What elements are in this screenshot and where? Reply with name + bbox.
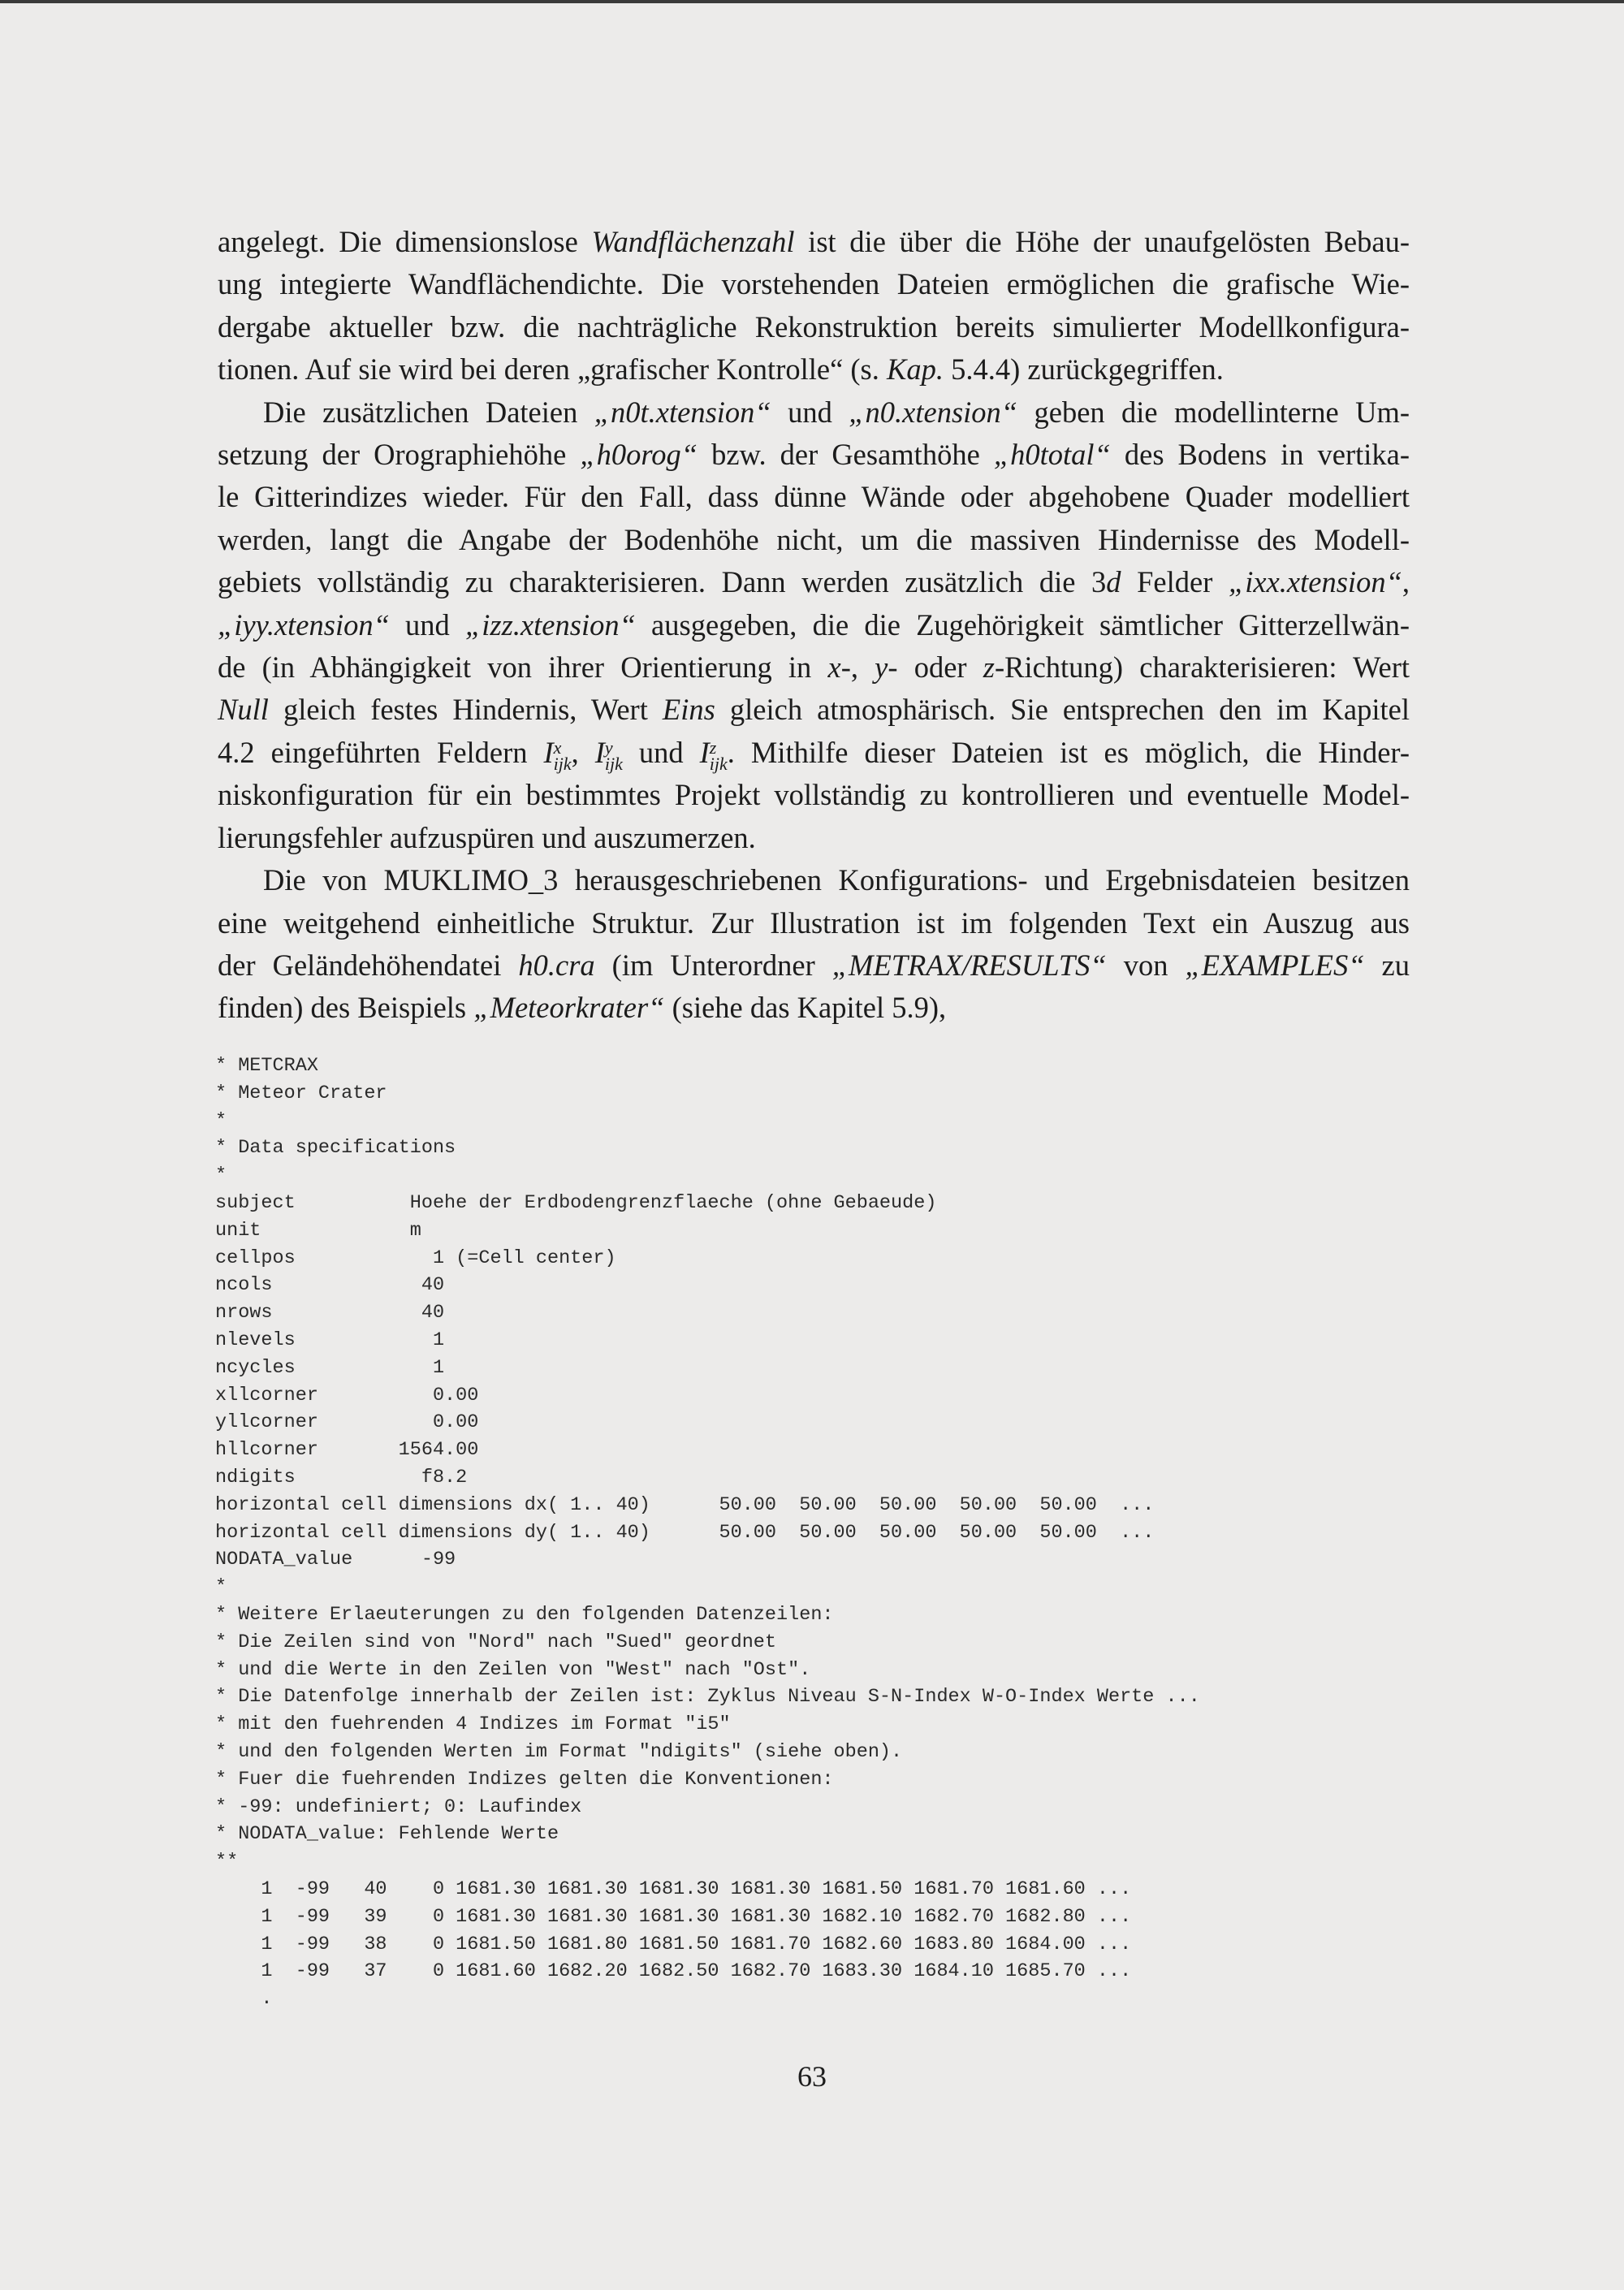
code-line: yllcorner 0.00 — [215, 1411, 479, 1434]
text-run: werden, langt die Angabe der Bodenhöhe nicht, um die massiven Hindernisse des Modell- — [218, 522, 1410, 556]
text-line — [218, 774, 1410, 816]
text-run: dergabe aktueller bzw. die nachträgliche Rekonstruktion bereits simulierter Modellkonfigura- — [218, 309, 1410, 344]
italic-text: I — [699, 735, 710, 769]
text-line — [218, 944, 1410, 987]
text-run: Die zusätzlichen Dateien — [263, 395, 594, 429]
text-run: , — [571, 735, 595, 769]
text-run: (siehe das Kapitel 5.9), — [664, 991, 947, 1025]
text-run: -Richtung) charakterisieren: Wert — [994, 650, 1410, 685]
code-line: 1 -99 37 0 1681.60 1682.20 1682.50 1682.70 1683.30 1684.10 1685.70 ... — [215, 1960, 1132, 1983]
italic-text: x — [827, 650, 841, 685]
paragraph — [218, 221, 1410, 391]
italic-text: Kap. — [887, 352, 944, 387]
code-line: ncols 40 — [215, 1274, 445, 1297]
page-top-edge — [0, 0, 1624, 3]
code-line: 1 -99 39 0 1681.30 1681.30 1681.30 1681.30 1682.10 1682.70 1682.80 ... — [215, 1905, 1132, 1928]
code-line: * Die Zeilen sind von "Nord" nach "Sued" geordnet — [215, 1631, 777, 1653]
subscript: ijk — [553, 753, 572, 774]
page-number: 63 — [797, 2060, 827, 2093]
code-line: * und die Werte in den Zeilen von "West" nach "Ost". — [215, 1658, 811, 1681]
superscript: y — [604, 737, 613, 758]
text-line — [218, 263, 1410, 305]
body-text — [218, 221, 1410, 1030]
text-line — [218, 859, 1410, 901]
code-line: * und den folgenden Werten im Format "ndigits" (siehe oben). — [215, 1740, 903, 1763]
code-line: * Fuer die fuehrenden Indizes gelten die Konventionen: — [215, 1768, 834, 1791]
text-run: bzw. der Gesamthöhe — [698, 438, 994, 472]
text-run: gleich atmosphärisch. Sie entsprechen den im Kapitel — [715, 693, 1410, 727]
text-run: niskonfiguration für ein bestimmtes Projekt vollständig zu kontrollieren und eventuelle Model- — [218, 778, 1410, 812]
italic-text: „n0t.xtension“ — [594, 395, 771, 429]
text-line — [218, 221, 1410, 263]
text-run: de (in Abhängigkeit von ihrer Orientierung in — [218, 650, 828, 685]
index-script — [553, 737, 572, 774]
code-line: * NODATA_value: Fehlende Werte — [215, 1823, 559, 1846]
text-line — [218, 391, 1410, 434]
text-line — [218, 519, 1410, 561]
code-line: NODATA_value -99 — [215, 1549, 456, 1571]
text-run: , — [1402, 565, 1410, 599]
text-run: tionen. Auf sie wird bei deren „grafischer Kontrolle“ (s. — [218, 352, 888, 387]
italic-text: „h0orog“ — [580, 438, 698, 472]
text-line — [218, 604, 1410, 646]
subscript: ijk — [709, 753, 728, 774]
code-line: * Data specifications — [215, 1137, 456, 1160]
code-line: * — [215, 1576, 227, 1599]
italic-text: Eins — [662, 693, 715, 727]
index-script — [604, 737, 623, 774]
italic-text: I — [543, 735, 554, 769]
code-line: * -99: undefiniert; 0: Laufindex — [215, 1795, 582, 1818]
italic-text: z — [983, 650, 995, 685]
code-line: horizontal cell dimensions dy( 1.. 40) 50.00 50.00 50.00 50.00 50.00 ... — [215, 1521, 1155, 1544]
code-line: subject Hoehe der Erdbodengrenzflaeche (ohne Gebaeude) — [215, 1191, 937, 1214]
code-line: * — [215, 1164, 227, 1187]
text-run: finden) des Beispiels — [218, 991, 474, 1025]
text-run: ist die über die Höhe der unaufgelösten Bebau- — [794, 225, 1410, 258]
text-line — [218, 902, 1410, 944]
code-line: nlevels 1 — [215, 1329, 445, 1351]
code-line: unit m — [215, 1219, 421, 1242]
text-line — [218, 646, 1410, 689]
italic-text: „iyy.xtension“ — [218, 607, 390, 642]
text-run: zu — [1364, 948, 1410, 982]
subscript: ijk — [604, 753, 623, 774]
text-run: der Geländehöhendatei — [218, 948, 519, 982]
text-line — [218, 348, 1410, 391]
text-run: Die von MUKLIMO_3 herausgeschriebenen Konfigurations- und Ergebnisdateien besitzen — [263, 863, 1410, 897]
paragraph — [218, 391, 1410, 859]
text-line — [218, 817, 1410, 859]
code-line: * mit den fuehrenden 4 Indizes im Format "i5" — [215, 1713, 731, 1736]
text-run: 5.4.4) zurückgegriffen. — [944, 352, 1224, 387]
text-line — [218, 689, 1410, 731]
text-run: . Mithilfe dieser Dateien ist es möglich, die Hinder- — [727, 735, 1410, 769]
italic-text: „ixx.xtension“ — [1228, 565, 1402, 599]
text-line — [218, 732, 1410, 774]
text-run: eine weitgehend einheitliche Struktur. Zur Illustration ist im folgenden Text ein Auszug aus — [218, 905, 1410, 940]
text-run: angelegt. Die dimensionslose — [218, 225, 592, 258]
text-run: geben die modellinterne Um- — [1017, 395, 1410, 429]
text-run: und — [389, 607, 465, 642]
text-run: und — [622, 735, 700, 769]
text-run: -, — [840, 650, 875, 685]
text-run: des Bodens in vertika- — [1110, 438, 1410, 472]
italic-text: Wandflächenzahl — [591, 225, 795, 258]
code-line: hllcorner 1564.00 — [215, 1439, 479, 1462]
code-line: 1 -99 38 0 1681.50 1681.80 1681.50 1681.70 1682.60 1683.80 1684.00 ... — [215, 1933, 1132, 1955]
text-run: - oder — [888, 650, 983, 685]
code-line: * Weitere Erlaeuterungen zu den folgenden Datenzeilen: — [215, 1603, 834, 1626]
code-line: nrows 40 — [215, 1302, 445, 1324]
code-listing — [215, 1052, 1401, 2013]
text-line — [218, 434, 1410, 476]
italic-text: h0.cra — [518, 948, 595, 982]
superscript: z — [709, 737, 717, 758]
code-line: 1 -99 40 0 1681.30 1681.30 1681.30 1681.30 1681.50 1681.70 1681.60 ... — [215, 1877, 1132, 1900]
text-run: (im Unterordner — [594, 948, 832, 982]
text-run: ausgegeben, die die Zugehörigkeit sämtlicher Gitterzellwän- — [635, 607, 1410, 642]
italic-text: d — [1106, 565, 1121, 599]
italic-text: „h0total“ — [993, 438, 1111, 472]
italic-text: y — [875, 650, 888, 685]
text-line — [218, 306, 1410, 348]
text-run: setzung der Orographiehöhe — [218, 438, 581, 472]
italic-text: „Meteorkrater“ — [473, 991, 665, 1025]
code-line: ndigits f8.2 — [215, 1466, 468, 1488]
code-line: * Meteor Crater — [215, 1082, 387, 1104]
italic-text: „n0.xtension“ — [849, 395, 1018, 429]
code-line: ** — [215, 1851, 239, 1873]
superscript: x — [553, 737, 562, 758]
code-line: * — [215, 1109, 227, 1132]
italic-text: I — [594, 735, 605, 769]
text-run: ung integierte Wandflächendichte. Die vorstehenden Dateien ermöglichen die grafische Wie- — [218, 267, 1410, 301]
text-line — [218, 476, 1410, 518]
index-script — [709, 737, 728, 774]
italic-text: „EXAMPLES“ — [1185, 948, 1365, 982]
code-line: * METCRAX — [215, 1055, 318, 1077]
text-run: Felder — [1121, 565, 1229, 599]
text-run: 4.2 eingeführten Feldern — [218, 735, 544, 769]
code-line: . — [215, 1988, 273, 2011]
code-line: xllcorner 0.00 — [215, 1384, 479, 1406]
text-run: und — [771, 395, 849, 429]
text-run: le Gitterindizes wieder. Für den Fall, dass dünne Wände oder abgehobene Quader modelliert — [218, 480, 1410, 514]
italic-text: Null — [218, 693, 269, 727]
text-run: gebiets vollständig zu charakterisieren. Dann werden zusätzlich die 3 — [218, 565, 1107, 599]
code-line: ncycles 1 — [215, 1356, 445, 1379]
code-line: cellpos 1 (=Cell center) — [215, 1247, 616, 1269]
code-line: * Die Datenfolge innerhalb der Zeilen ist: Zyklus Niveau S-N-Index W-O-Index Werte ... — [215, 1686, 1200, 1709]
code-line: horizontal cell dimensions dx( 1.. 40) 50.00 50.00 50.00 50.00 50.00 ... — [215, 1493, 1155, 1516]
text-run: gleich festes Hindernis, Wert — [268, 693, 663, 727]
text-run: von — [1106, 948, 1186, 982]
paragraph — [218, 859, 1410, 1030]
italic-text: „METRAX/RESULTS“ — [831, 948, 1107, 982]
text-line — [218, 561, 1410, 603]
italic-text: „izz.xtension“ — [464, 607, 636, 642]
text-line — [218, 987, 1410, 1029]
text-run: lierungsfehler aufzuspüren und auszumerzen. — [218, 820, 756, 854]
